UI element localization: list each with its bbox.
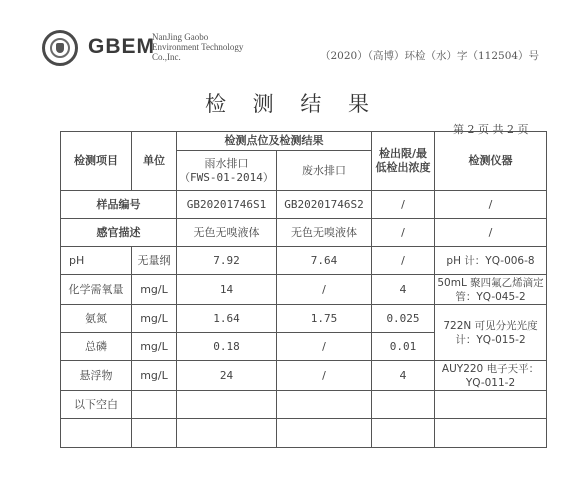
row-limit: 0.025: [372, 305, 435, 333]
empty-cell: [132, 419, 177, 448]
point1-code: （FWS-01-2014）: [179, 170, 274, 184]
row-unit: mg/L: [132, 333, 177, 361]
row-p1: 24: [177, 361, 277, 391]
empty-cell: [132, 391, 177, 419]
header-instrument: 检测仪器: [435, 132, 547, 191]
row-p2: /: [277, 275, 372, 305]
table-row: [61, 275, 547, 305]
table-row: [61, 305, 547, 333]
table-header-row: [61, 132, 547, 151]
row-p1: 0.18: [177, 333, 277, 361]
empty-cell: [372, 391, 435, 419]
header-limit: 检出限/最低检出浓度: [372, 132, 435, 191]
sensory-instrument: /: [435, 219, 547, 247]
gbem-seal-logo-icon: [42, 30, 78, 66]
brand-name: GBEM: [88, 35, 155, 58]
row-limit: 0.01: [372, 333, 435, 361]
sensory-p2: 无色无嗅液体: [277, 219, 372, 247]
table-row: [61, 391, 547, 419]
row-p2: /: [277, 333, 372, 361]
sample-p1: GB20201746S1: [177, 191, 277, 219]
row-unit: mg/L: [132, 275, 177, 305]
row-p1: 1.64: [177, 305, 277, 333]
company-line: Co.,Inc.: [152, 52, 181, 62]
row-instrument: 722N 可见分光光度计：YQ-015-2: [435, 305, 547, 361]
table-row: [61, 191, 547, 219]
row-item: 总磷: [61, 333, 132, 361]
sample-instrument: /: [435, 191, 547, 219]
empty-cell: [177, 419, 277, 448]
sample-limit: /: [372, 191, 435, 219]
header-point1: [177, 151, 277, 191]
row-p1: 7.92: [177, 247, 277, 275]
header-item: 检测项目: [61, 132, 132, 191]
company-name: [152, 32, 243, 62]
row-p2: 1.75: [277, 305, 372, 333]
empty-cell: [435, 391, 547, 419]
table-row: [61, 361, 547, 391]
row-limit: 4: [372, 361, 435, 391]
sample-label: 样品编号: [61, 191, 177, 219]
row-item: 氨氮: [61, 305, 132, 333]
results-table: [60, 131, 547, 448]
row-instrument: pH 计：YQ-006-8: [435, 247, 547, 275]
sensory-limit: /: [372, 219, 435, 247]
sample-p2: GB20201746S2: [277, 191, 372, 219]
report-header: [0, 0, 584, 80]
table-row: [61, 247, 547, 275]
row-unit: 无量纲: [132, 247, 177, 275]
row-limit: 4: [372, 275, 435, 305]
row-p1: 14: [177, 275, 277, 305]
row-instrument: AUY220 电子天平：YQ-011-2: [435, 361, 547, 391]
table-row: [61, 219, 547, 247]
sensory-p1: 无色无嗅液体: [177, 219, 277, 247]
header-unit: 单位: [132, 132, 177, 191]
row-limit: /: [372, 247, 435, 275]
empty-cell: [372, 419, 435, 448]
empty-cell: [435, 419, 547, 448]
row-unit: mg/L: [132, 361, 177, 391]
row-p2: /: [277, 361, 372, 391]
empty-cell: [177, 391, 277, 419]
table-row: [61, 419, 547, 448]
row-unit: mg/L: [132, 305, 177, 333]
company-line: Environment Technology: [152, 42, 244, 52]
empty-cell: [277, 419, 372, 448]
header-point2: 废水排口: [277, 151, 372, 191]
row-item: 化学需氧量: [61, 275, 132, 305]
empty-cell: [61, 419, 132, 448]
row-instrument: 50mL 聚四氟乙烯滴定管：YQ-045-2: [435, 275, 547, 305]
sensory-label: 感官描述: [61, 219, 177, 247]
page-title: 检 测 结 果: [204, 92, 380, 116]
row-p2: 7.64: [277, 247, 372, 275]
report-number: （2020）（高博）环检（水）字（112504）号: [320, 50, 540, 62]
point1-name: 雨水排口: [204, 156, 249, 170]
page-number: 第 2 页 共 2 页: [453, 123, 529, 136]
row-item: 悬浮物: [61, 361, 132, 391]
blank-label: 以下空白: [61, 391, 132, 419]
row-item: pH: [61, 247, 132, 275]
header-points: 检测点位及检测结果: [177, 132, 372, 151]
company-line: NanJing Gaobo: [152, 32, 209, 42]
empty-cell: [277, 391, 372, 419]
